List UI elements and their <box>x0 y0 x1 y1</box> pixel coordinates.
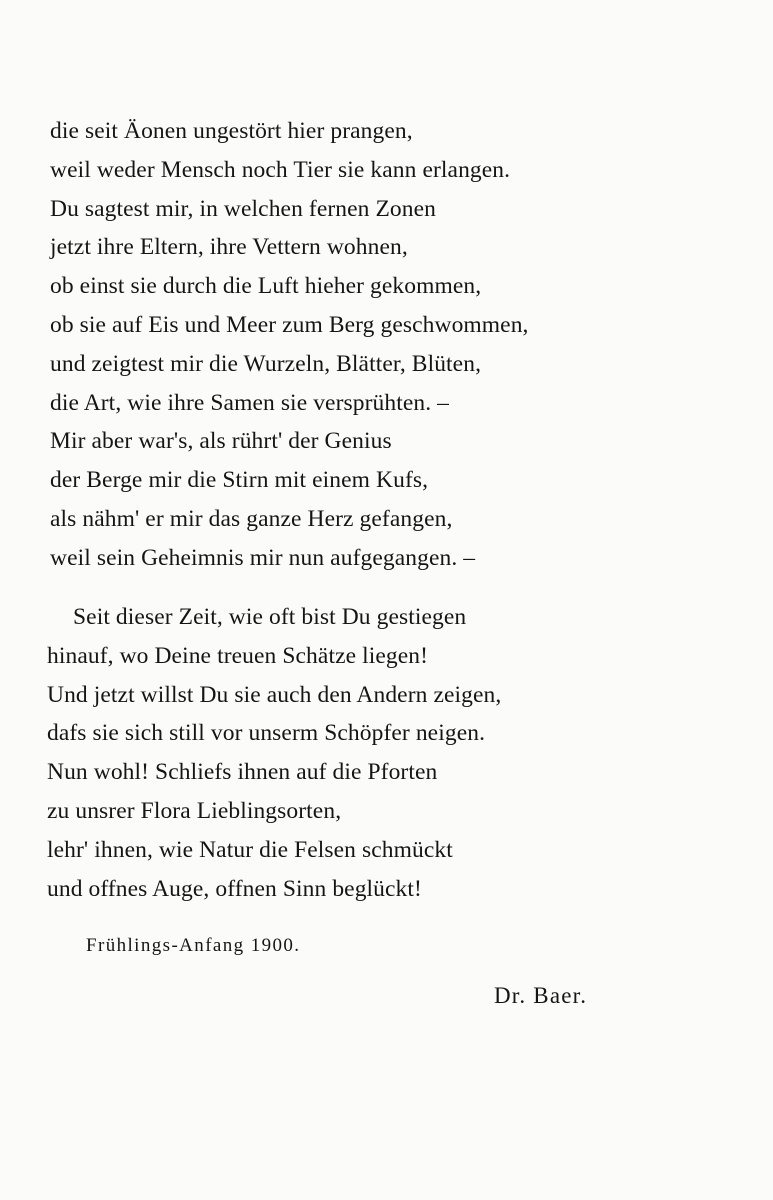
poem-line: Nun wohl! Schliefs ihnen auf die Pforten <box>47 759 438 786</box>
poem-line: weil weder Mensch noch Tier sie kann erlangen. <box>50 156 511 183</box>
poem-line: die seit Äonen ungestört hier prangen, <box>50 118 413 144</box>
signature: Dr. Baer. <box>494 983 588 1008</box>
poem-line: Seit dieser Zeit, wie oft bist Du gestiegen <box>73 604 467 630</box>
poem-line: und offnes Auge, offnen Sinn beglückt! <box>47 875 422 902</box>
poem-line: als nähm' er mir das ganze Herz gefangen, <box>50 505 453 532</box>
poem-line: hinauf, wo Deine treuen Schätze liegen! <box>47 642 429 669</box>
dateline: Frühlings-Anfang 1900. <box>86 935 301 956</box>
poem-line: weil sein Geheimnis mir nun aufgegangen. – <box>50 544 476 571</box>
poem-line: dafs sie sich still vor unserm Schöpfer neigen. <box>47 720 486 747</box>
poem-line: Mir aber war's, als rührt' der Genius <box>50 428 392 455</box>
poem-line: ob einst sie durch die Luft hieher gekommen, <box>50 273 482 300</box>
poem-line: und zeigtest mir die Wurzeln, Blätter, Blüten, <box>50 350 482 377</box>
poem-line: lehr' ihnen, wie Natur die Felsen schmückt <box>47 836 453 863</box>
stanza-1 <box>50 112 690 578</box>
poem-line: Du sagtest mir, in welchen fernen Zonen <box>50 195 437 222</box>
poem-line: Und jetzt willst Du sie auch den Andern zeigen, <box>47 681 502 708</box>
poem-line: die Art, wie ihre Samen sie versprühten. – <box>50 389 450 416</box>
poem-line: ob sie auf Eis und Meer zum Berg geschwommen, <box>50 311 529 338</box>
poem-line: zu unsrer Flora Lieblingsorten, <box>47 797 342 824</box>
poem-line: der Berge mir die Stirn mit einem Kufs, <box>50 467 429 494</box>
poem-line: jetzt ihre Eltern, ihre Vettern wohnen, <box>50 234 408 261</box>
stanza-2 <box>47 598 687 908</box>
